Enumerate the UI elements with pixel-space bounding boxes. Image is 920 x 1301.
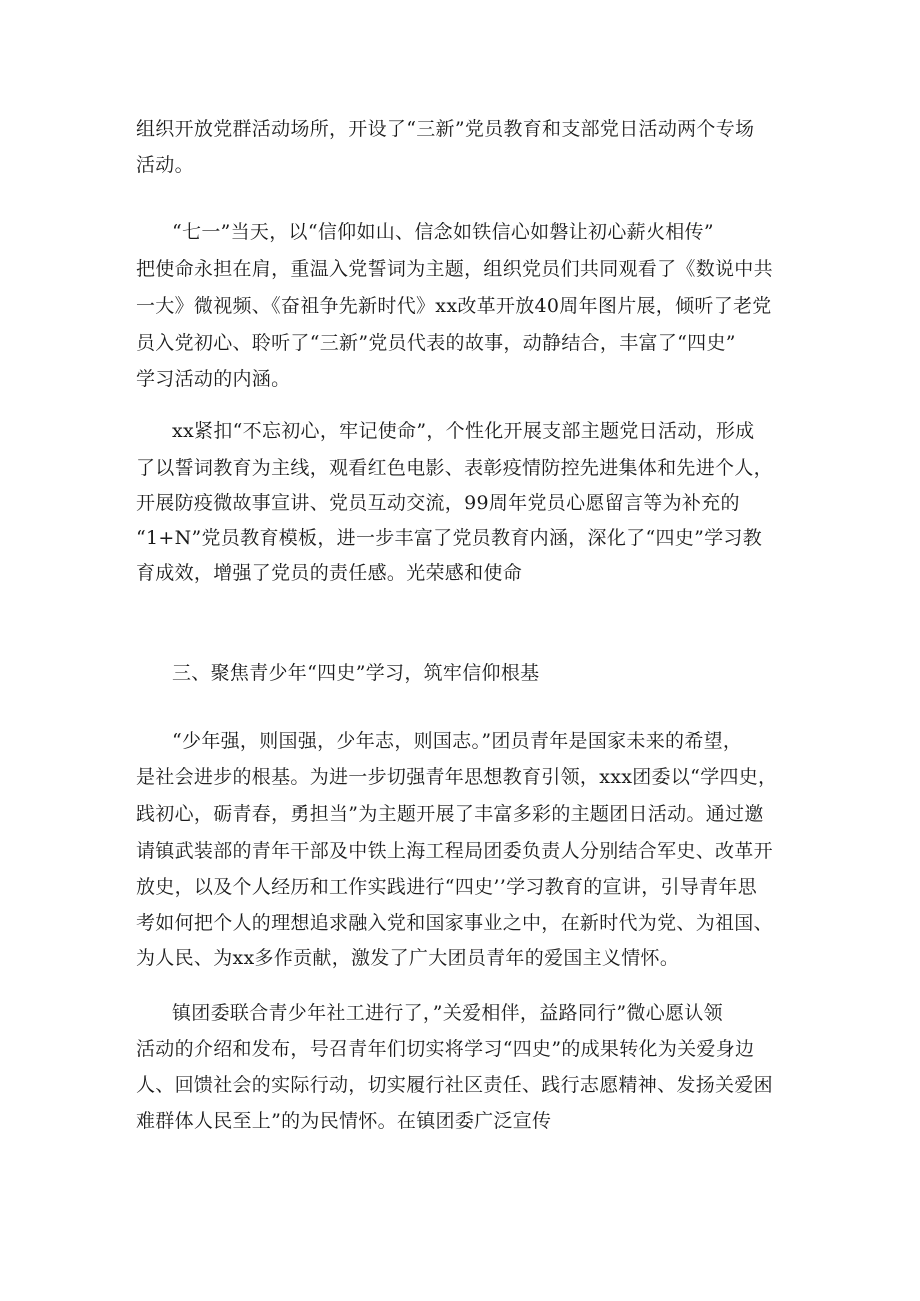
paragraph-5-line-1: 镇团委联合青少年社工进行了，”关爱相伴，益路同行”微心愿认领 [172,1002,723,1024]
paragraph-2-line-5: 学习活动的内涵。 [136,368,291,390]
paragraph-2-line-2: 把使命永担在肩，重温入党誓词为主题，组织党员们共同观看了《数说中共 [136,258,773,280]
paragraph-1-line-2: 活动。 [136,154,194,176]
paragraph-3-line-1: xx紧扣“不忘初心，牢记使命”，个性化开展支部主题党日活动，形成 [172,420,755,442]
paragraph-3-line-5: 育成效，增强了党员的责任感。光荣感和使命 [136,562,523,584]
paragraph-3-line-2: 了以誓词教育为主线，观看红色电影、表彰疫情防控先进集体和先进个人， [136,457,773,479]
paragraph-4-line-4: 请镇武装部的青年干部及中铁上海工程局团委负责人分别结合军史、改革开 [136,840,773,862]
paragraph-4-line-7: 为人民、为xx多作贡献，激发了广大团员青年的爱国主义情怀。 [136,947,680,969]
paragraph-4-line-3: 践初心，砺青春，勇担当”为主题开展了丰富多彩的主题团日活动。通过邀 [136,803,764,825]
section-heading: 三、聚焦青少年“四史”学习，筑牢信仰根基 [172,662,540,684]
paragraph-3-line-3: 开展防疫微故事宣讲、党员互动交流，99周年党员心愿留言等为补充的 [136,492,740,514]
paragraph-4-line-1: “少年强，则国强，少年志，则国志。”团员青年是国家未来的希望， [172,730,743,752]
paragraph-3-line-4: “1+N”党员教育模板，进一步丰富了党员教育内涵，深化了“四史”学习教 [136,527,762,549]
paragraph-2-line-4: 员入党初心、聆听了“三新”党员代表的故事，动静结合，丰富了“四史” [136,332,736,354]
paragraph-5-line-3: 人、回馈社会的实际行动，切实履行社区责任、践行志愿精神、发扬关爱困 [136,1074,773,1096]
paragraph-2-line-1: “七一”当天，以“信仰如山、信念如铁信心如磐让初心薪火相传” [172,221,714,243]
paragraph-2-line-3: 一大》微视频、《奋祖争先新时代》xx改革开放40周年图片展，倾听了老党 [136,295,772,317]
paragraph-5-line-2: 活动的介绍和发布，号召青年们切实将学习“四史”的成果转化为关爱身边 [136,1038,755,1060]
paragraph-4-line-2: 是社会进步的根基。为进一步切强青年思想教育引领，xxx团委以“学四史， [136,766,778,788]
paragraph-1-line-1: 组织开放党群活动场所，开设了“三新”党员教育和支部党日活动两个专场 [136,118,755,140]
paragraph-4-line-5: 放史，以及个人经历和工作实践进行“四史’’学习教育的宣讲，引导青年思 [136,876,757,898]
paragraph-5-line-4: 难群体人民至上”的为民情怀。在镇团委广泛宣传 [136,1110,552,1132]
paragraph-4-line-6: 考如何把个人的理想追求融入党和国家事业之中，在新时代为党、为祖国、 [136,912,773,934]
